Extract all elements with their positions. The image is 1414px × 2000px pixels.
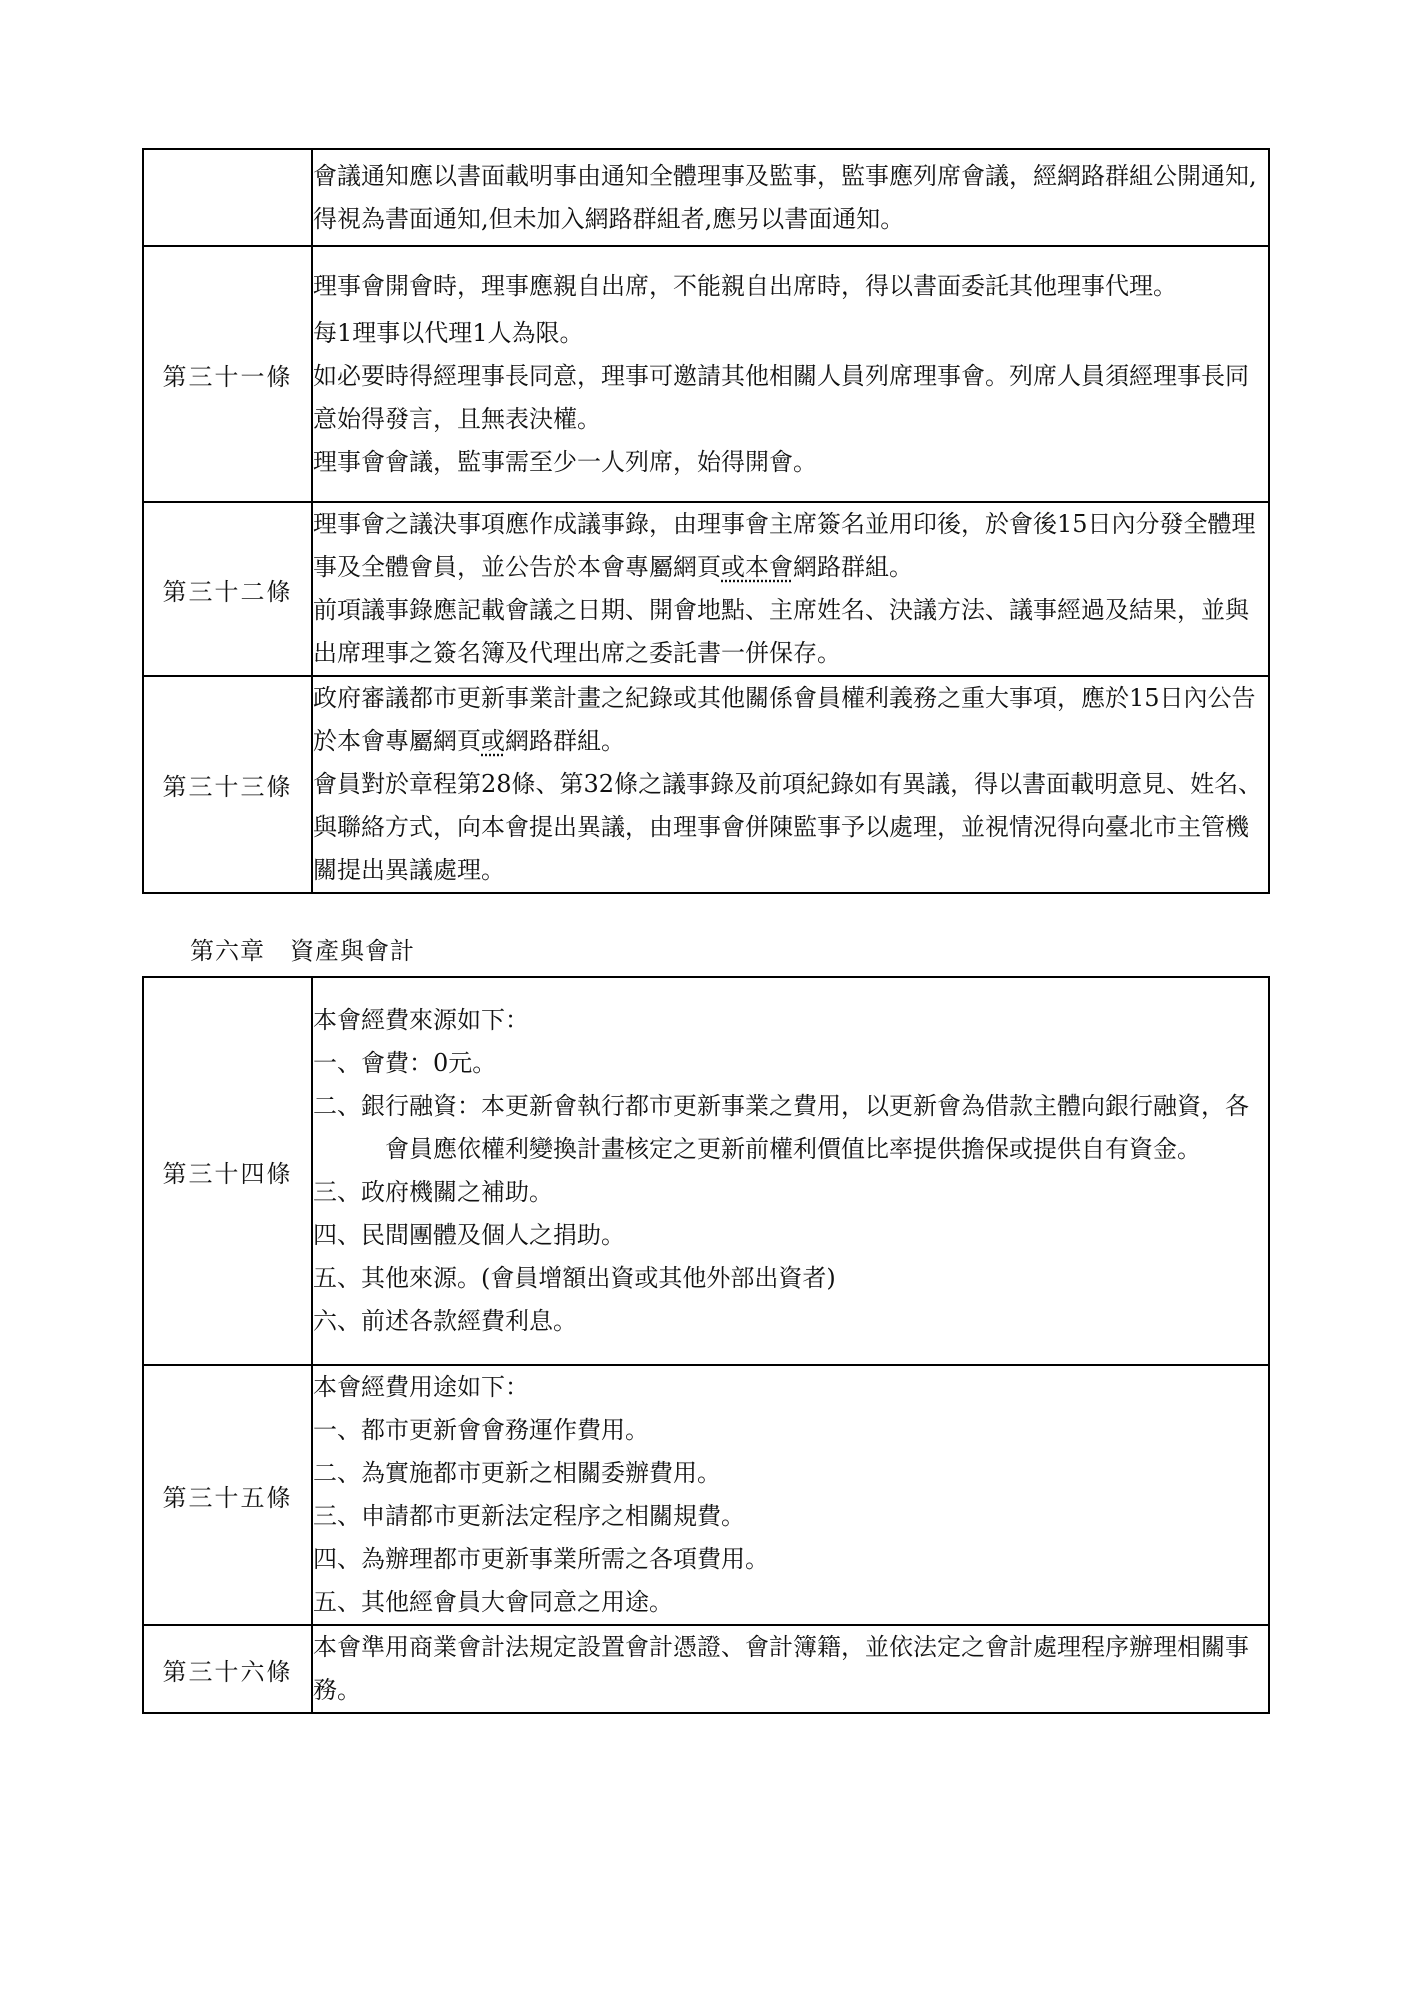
table-row (143, 149, 1269, 246)
article-body (312, 246, 1269, 502)
table-row (143, 977, 1269, 1365)
list-item: 五、其他來源。(會員增額出資或其他外部出資者) (313, 1264, 836, 1292)
table-row (143, 502, 1269, 676)
paragraph-text: 理事會之議決事項應作成議事錄，由理事會主席簽名並用印後，於會後15日內分發全體理事及全體會員，並公告於本會專屬網頁 (313, 510, 1256, 581)
dotted-underlined-text: 或本會 (721, 553, 793, 581)
article-paragraph: 理事會開會時，理事應親自出席，不能親自出席時，得以書面委託其他理事代理。 (313, 271, 1177, 300)
list-intro: 本會經費來源如下： (313, 1006, 529, 1034)
article-paragraph: 每1理事以代理1人為限。 (313, 318, 584, 347)
article-paragraph: 前項議事錄應記載會議之日期、開會地點、主席姓名、決議方法、議事經過及結果，並與出席理事之簽名簿及代理出席之委託書一併保存。 (313, 596, 1249, 667)
chapter-heading: 第六章 資產與會計 (190, 937, 415, 965)
article-body (312, 676, 1269, 893)
list-item: 二、為實施都市更新之相關委辦費用。 (313, 1459, 721, 1487)
list-item: 一、都市更新會會務運作費用。 (313, 1416, 649, 1444)
article-paragraph: 會員對於章程第28條、第32條之議事錄及前項紀錄如有異議，得以書面載明意見、姓名、與聯絡方式，向本會提出異議，由理事會併陳監事予以處理，並視情況得向臺北市主管機關提出異議處理。 (313, 770, 1263, 884)
article-number: 第三十六條 (143, 1625, 312, 1713)
table-row (143, 246, 1269, 502)
article-paragraph: 會議通知應以書面載明事由通知全體理事及監事，監事應列席會議，經網路群組公開通知,得視為書面通知,但未加入網路群組者,應另以書面通知。 (313, 161, 1257, 233)
article-paragraph (313, 503, 1268, 589)
article-number: 第三十三條 (143, 676, 312, 893)
list-item: 二、銀行融資：本更新會執行都市更新事業之費用，以更新會為借款主體向銀行融資，各會員應依權利變換計畫核定之更新前權利價值比率提供擔保或提供自有資金。 (313, 1092, 1249, 1163)
list-intro: 本會經費用途如下： (313, 1373, 529, 1401)
article-number: 第三十四條 (143, 977, 312, 1365)
paragraph-text: 網路群組。 (505, 727, 625, 755)
article-body (312, 1365, 1269, 1625)
article-paragraph: 理事會會議，監事需至少一人列席，始得開會。 (313, 447, 817, 476)
article-body (312, 149, 1269, 246)
articles-table-chapter6 (142, 976, 1270, 1714)
dotted-underlined-text: 或 (481, 727, 505, 755)
article-number: 第三十二條 (143, 502, 312, 676)
article-number: 第三十五條 (143, 1365, 312, 1625)
article-body (312, 502, 1269, 676)
table-row (143, 1625, 1269, 1713)
list-item: 五、其他經會員大會同意之用途。 (313, 1588, 673, 1616)
article-number (143, 149, 312, 246)
article-paragraph: 本會準用商業會計法規定設置會計憑證、會計簿籍，並依法定之會計處理程序辦理相關事務。 (313, 1633, 1249, 1704)
list-item: 一、會費：0元。 (313, 1049, 497, 1077)
paragraph-text: 網路群組。 (793, 553, 913, 581)
list-item: 四、為辦理都市更新事業所需之各項費用。 (313, 1545, 769, 1573)
article-paragraph: 如必要時得經理事長同意，理事可邀請其他相關人員列席理事會。列席人員須經理事長同意始得發言，且無表決權。 (313, 361, 1249, 433)
list-item: 六、前述各款經費利息。 (313, 1307, 577, 1335)
article-body (312, 1625, 1269, 1713)
article-number: 第三十一條 (143, 246, 312, 502)
paragraph-text: 政府審議都市更新事業計畫之紀錄或其他關係會員權利義務之重大事項，應於15日內公告於本會專屬網頁 (313, 684, 1256, 755)
table-row (143, 1365, 1269, 1625)
articles-table-chapter5 (142, 148, 1270, 894)
article-paragraph (313, 677, 1268, 763)
table-row (143, 676, 1269, 893)
list-item: 三、政府機關之補助。 (313, 1178, 553, 1206)
article-body (312, 977, 1269, 1365)
list-item: 四、民間團體及個人之捐助。 (313, 1221, 625, 1249)
list-item: 三、申請都市更新法定程序之相關規費。 (313, 1502, 745, 1530)
